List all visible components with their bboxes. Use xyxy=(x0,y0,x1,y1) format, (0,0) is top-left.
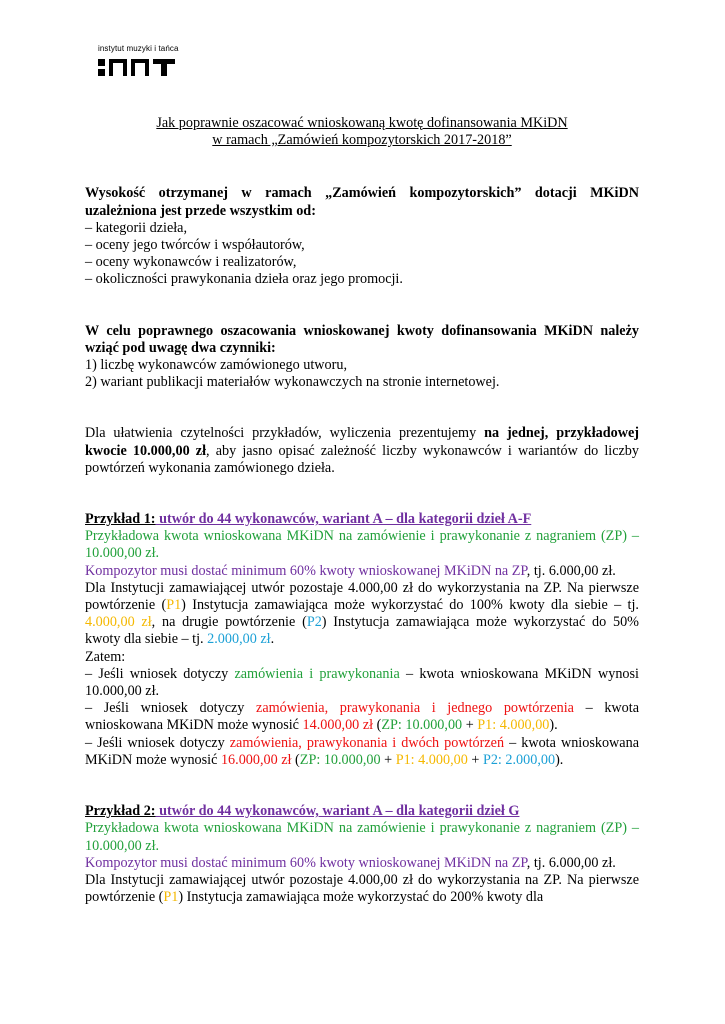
note-text-1: Dla ułatwienia czytelności przykładów, wyliczenia prezentujemy xyxy=(85,425,485,442)
note-paragraph xyxy=(85,425,639,477)
example1-label: Przykład 1: xyxy=(85,511,156,528)
example2-amount-line: Przykładowa kwota wnioskowana MKiDN na zamówienie i prawykonanie z nagraniem (ZP) – 10.000,00 zł. xyxy=(85,820,639,854)
document-body xyxy=(85,115,639,906)
example1-zatem: Zatem: xyxy=(85,648,126,665)
intro-item: – oceny jego twórców i współautorów, xyxy=(85,237,305,254)
example2-label: Przykład 2: xyxy=(85,803,156,820)
example1-composer-line: Kompozytor musi dostać minimum 60% kwoty wnioskowanej MKiDN na ZP, tj. 6.000,00 zł. xyxy=(85,562,616,579)
example2-institution-paragraph: Dla Instytucji zamawiającej utwór pozostaje 4.000,00 zł do wykorzystania na ZP. Na pierwsze powtórzenie (P1) Instytucja zamawiająca może wykorzystać do 200% kwoty dla xyxy=(85,871,639,906)
intro-item: – okoliczności prawykonania dzieła oraz jego promocji. xyxy=(85,271,403,288)
example1-title: utwór do 44 wykonawców, wariant A – dla kategorii dzieł A-F xyxy=(155,511,532,528)
factors-item: 1) liczbę wykonawców zamówionego utworu, xyxy=(85,357,347,374)
example2-composer-line: Kompozytor musi dostać minimum 60% kwoty wnioskowanej MKiDN na ZP, tj. 6.000,00 zł. xyxy=(85,854,616,871)
logo xyxy=(98,44,179,77)
logo-mark-icon xyxy=(98,57,176,77)
intro-item: – oceny wykonawców i realizatorów, xyxy=(85,254,297,271)
example1-case-3: – Jeśli wniosek dotyczy zamówienia, prawykonania i dwóch powtórzeń – kwota wnioskowana MKiDN może wynosić 16.000,00 zł (ZP: 10.000,00 + P1: 4.000,00 + P2: 2.000,00). xyxy=(85,734,639,768)
example1-case-1: – Jeśli wniosek dotyczy zamówienia i prawykonania – kwota wnioskowana MKiDN wynosi 10.000,00 zł. xyxy=(85,665,639,700)
logo-text: instytut muzyki i tańca xyxy=(98,44,179,53)
example1-case-2: – Jeśli wniosek dotyczy zamówienia, prawykonania i jednego powtórzenia – kwota wnioskowana MKiDN może wynosić 14.000,00 zł (ZP: 10.000,00 + P1: 4.000,00). xyxy=(85,700,639,734)
factors-heading: W celu poprawnego oszacowania wnioskowanej kwoty dofinansowania MKiDN należy wziąć pod uwagę dwa czynniki: xyxy=(85,322,639,356)
example2-heading xyxy=(85,803,639,820)
document-title-line2: w ramach „Zamówień kompozytorskich 2017-2018” xyxy=(212,132,512,149)
example2-title: utwór do 44 wykonawców, wariant A – dla kategorii dzieł G xyxy=(155,803,520,820)
factors-item: 2) wariant publikacji materiałów wykonawczych na stronie internetowej. xyxy=(85,374,500,391)
intro-heading: Wysokość otrzymanej w ramach „Zamówień kompozytorskich” dotacji MKiDN uzależniona jest przede wszystkim od: xyxy=(85,185,639,219)
example1-amount-line: Przykładowa kwota wnioskowana MKiDN na zamówienie i prawykonanie z nagraniem (ZP) – 10.000,00 zł. xyxy=(85,528,639,562)
intro-item: – kategorii dzieła, xyxy=(85,219,188,236)
document-title-line1: Jak poprawnie oszacować wnioskowaną kwotę dofinansowania MKiDN xyxy=(156,115,568,131)
example1-institution-paragraph: Dla Instytucji zamawiającej utwór pozostaje 4.000,00 zł do wykorzystania na ZP. Na pierwsze powtórzenie (P1) Instytucja zamawiająca może wykorzystać do 100% kwoty dla siebie – tj. 4.000,00 zł, na drugie powtórzenie (P2) Instytucja zamawiająca może wykorzystać do 50% kwoty dla siebie – tj. 2.000,00 zł. xyxy=(85,579,639,648)
note-bold: na jednej, przykładowej kwocie 10.000,00 zł xyxy=(85,425,639,459)
example1-heading xyxy=(85,511,639,528)
note-text-2: , aby jasno opisać zależność liczby wykonawców i wariantów do liczby powtórzeń wykonania zamówionego dzieła. xyxy=(85,442,639,476)
